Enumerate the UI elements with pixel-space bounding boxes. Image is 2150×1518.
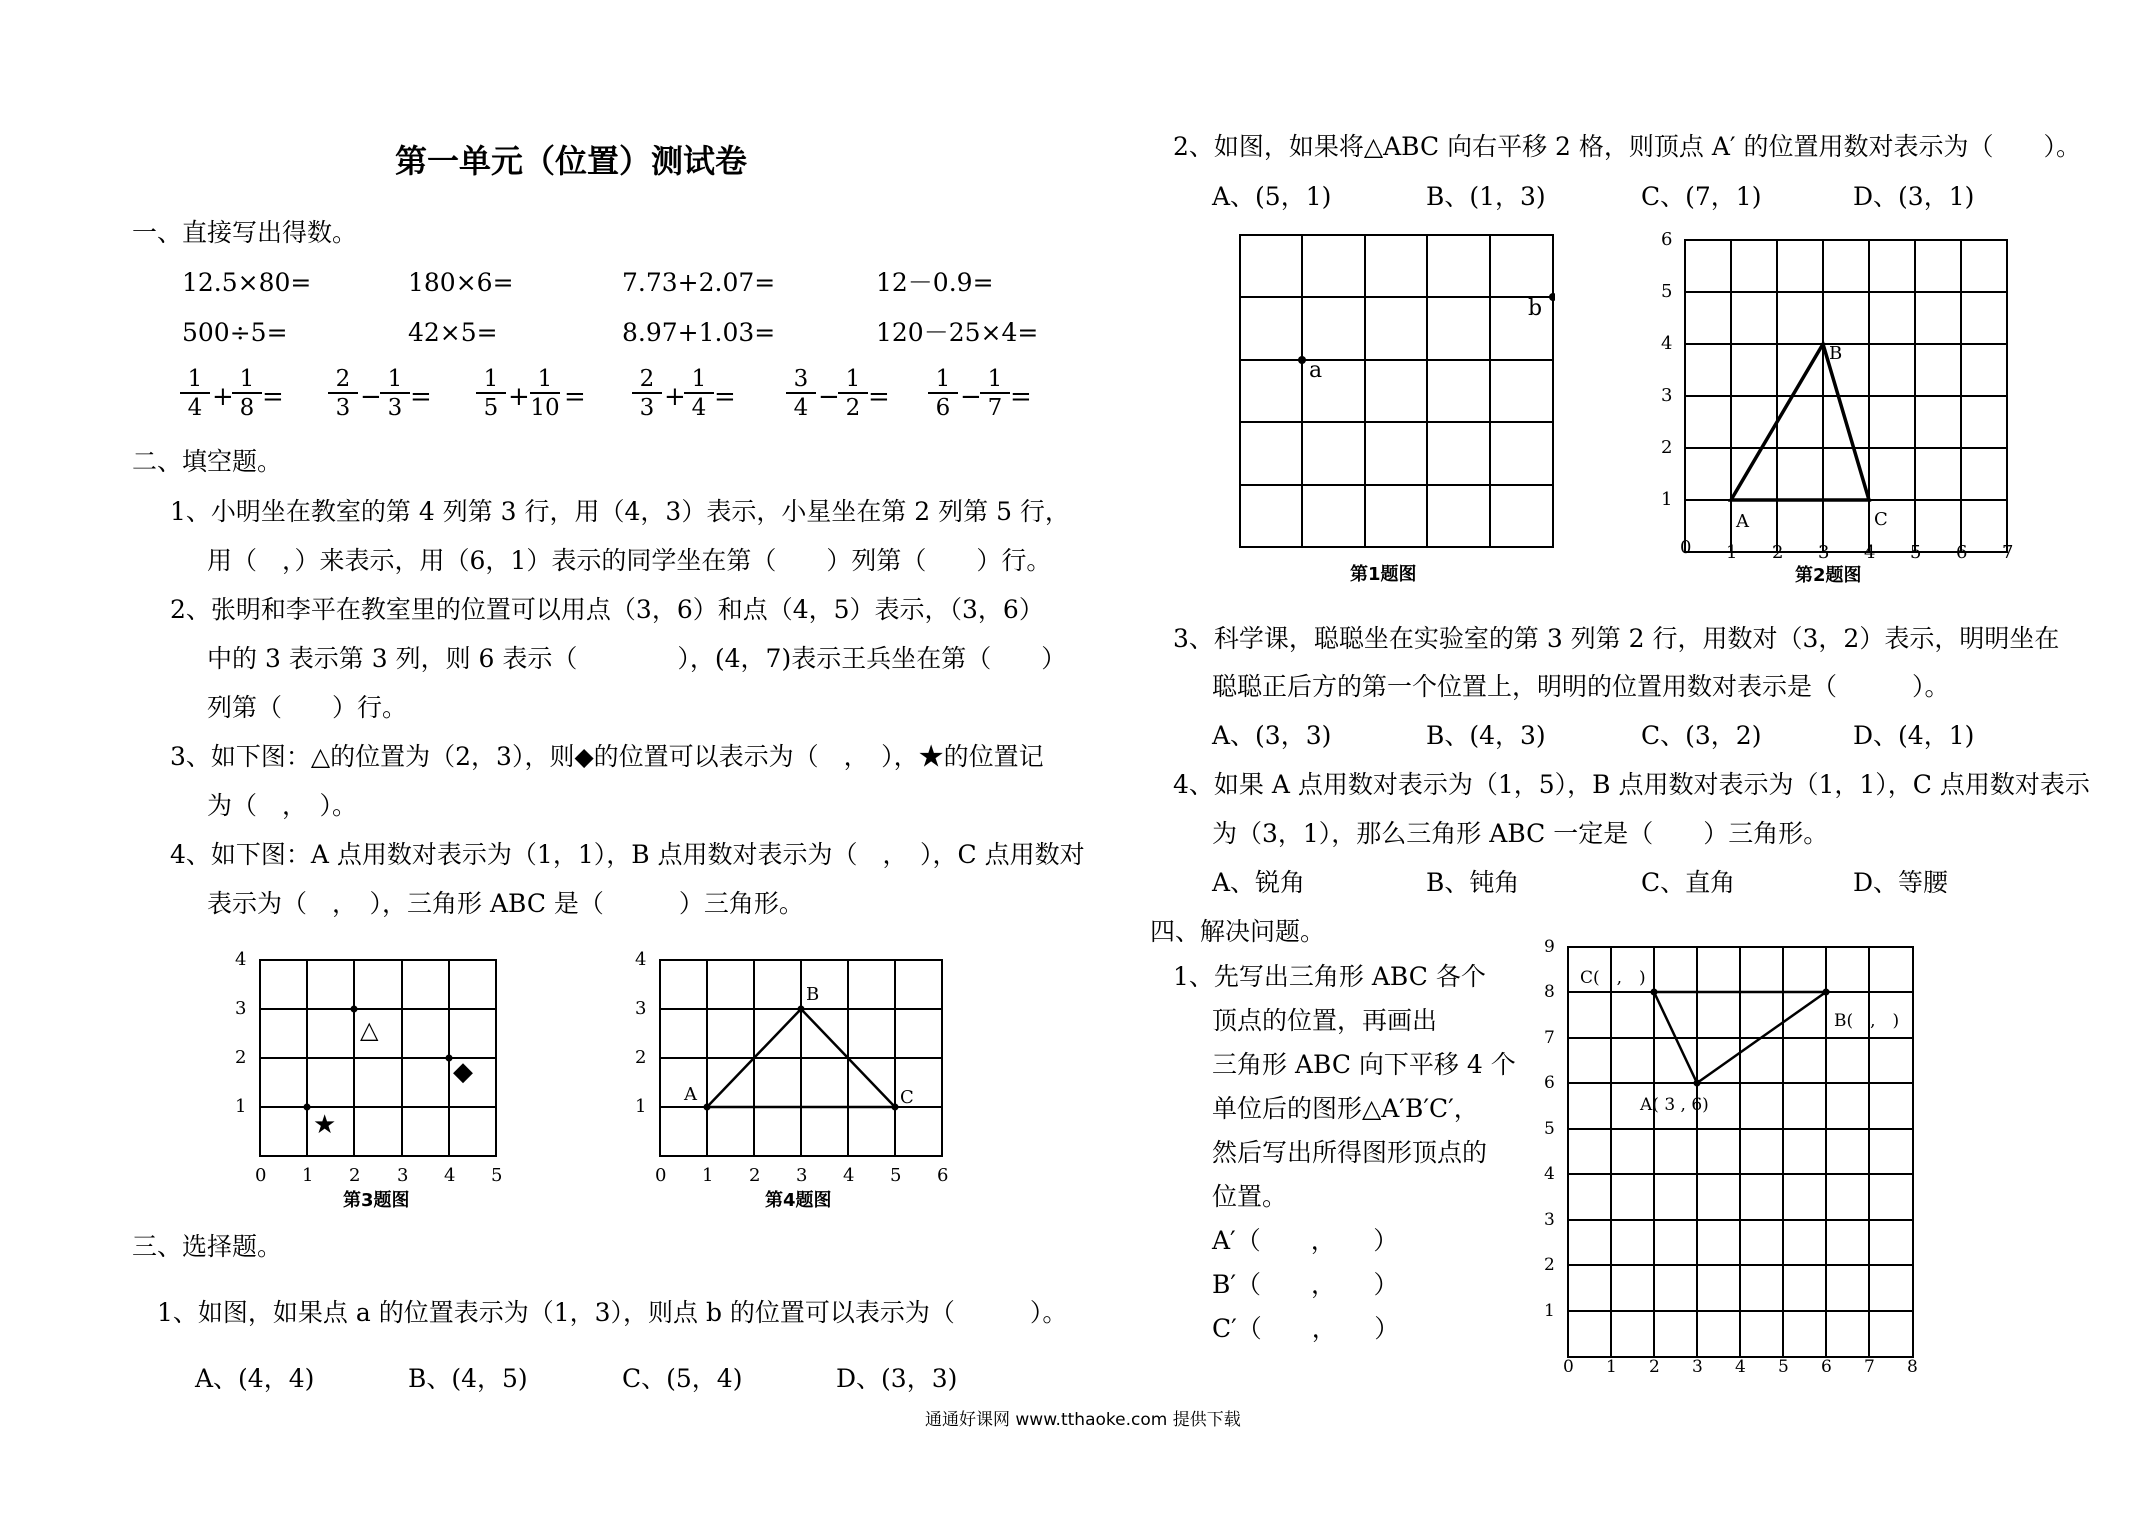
- x-tick: 4: [1735, 1357, 1746, 1375]
- x-tick: 3: [1818, 542, 1830, 563]
- x-tick: 6: [1821, 1357, 1832, 1375]
- figure-caption: 第3题图: [343, 1190, 410, 1211]
- section-4-header: 四、解决问题。: [1150, 917, 1326, 946]
- fraction: $\frac{1}{6}$: [928, 366, 958, 422]
- option-b: B、(4，3): [1426, 721, 1546, 750]
- y-tick: 4: [235, 949, 247, 970]
- x-tick: 3: [796, 1165, 808, 1186]
- y-tick: 3: [1544, 1210, 1555, 1230]
- option-a: A、(5，1): [1212, 182, 1332, 211]
- fraction: $\frac{1}{4}$: [684, 366, 714, 422]
- operator: −: [818, 382, 840, 412]
- equals: =: [1010, 382, 1032, 412]
- x-tick: 5: [890, 1165, 902, 1186]
- answer-c-prime: C′（ ， ）: [1212, 1314, 1400, 1343]
- y-tick: 1: [1544, 1301, 1555, 1321]
- operator: +: [508, 382, 530, 412]
- choice-question-1: 1、如图，如果点 a 的位置表示为（1，3），则点 b 的位置可以表示为（ ）。: [157, 1298, 1068, 1327]
- question-line: 3、科学课，聪聪坐在实验室的第 3 列第 2 行，用数对（3，2）表示，明明坐在: [1173, 624, 2060, 653]
- arithmetic-item: 7.73+2.07=: [622, 268, 776, 297]
- x-tick: 2: [749, 1165, 761, 1186]
- equals: =: [564, 382, 586, 412]
- option-a: A、(4，4): [195, 1364, 315, 1393]
- point-label-c: C: [1874, 509, 1888, 530]
- figure-3-grid: [225, 945, 525, 1215]
- figure-caption: 第1题图: [1350, 564, 1417, 585]
- x-tick: 4: [444, 1165, 456, 1186]
- point-label-a: A: [684, 1084, 697, 1105]
- triangle-abc: [1731, 344, 1869, 500]
- y-tick: 2: [235, 1047, 247, 1068]
- fraction: $\frac{1}{7}$: [980, 366, 1010, 422]
- y-tick: 8: [1544, 982, 1555, 1002]
- fraction: $\frac{1}{4}$: [180, 366, 210, 422]
- x-tick: 7: [2002, 542, 2014, 563]
- x-tick: 6: [1956, 542, 1968, 563]
- option-a: A、(3，3): [1212, 721, 1332, 750]
- arithmetic-item: 500÷5=: [182, 318, 288, 347]
- arithmetic-item: 42×5=: [408, 318, 498, 347]
- x-tick: 5: [1910, 542, 1922, 563]
- diamond-symbol: ◆: [453, 1057, 473, 1087]
- x-tick: 0: [655, 1165, 667, 1186]
- question-line: 表示为（ ， ），三角形 ABC 是（ ）三角形。: [207, 889, 804, 918]
- grid-point: [446, 1055, 453, 1062]
- arithmetic-item: 12.5×80=: [182, 268, 312, 297]
- option-c: C、(3，2): [1641, 721, 1762, 750]
- section-2-header: 二、填空题。: [132, 447, 283, 476]
- section-1-header: 一、直接写出得数。: [132, 218, 358, 247]
- equals: =: [714, 382, 736, 412]
- y-tick: 3: [235, 998, 247, 1019]
- question-line: 然后写出所得图形顶点的: [1212, 1138, 1488, 1167]
- equals: =: [262, 382, 284, 412]
- x-tick: 2: [349, 1165, 361, 1186]
- fraction: $\frac{2}{3}$: [328, 366, 358, 422]
- x-tick: 1: [702, 1165, 714, 1186]
- x-tick: 2: [1649, 1357, 1660, 1375]
- fraction: $\frac{3}{4}$: [786, 366, 816, 422]
- question-line: 3、如下图：△的位置为（2，3），则◆的位置可以表示为（ ， ），★的位置记: [170, 742, 1044, 771]
- equals: =: [410, 382, 432, 412]
- y-tick: 2: [635, 1047, 647, 1068]
- option-b: B、(1，3): [1426, 182, 1546, 211]
- question-line: 为（3，1），那么三角形 ABC 一定是（ ）三角形。: [1212, 819, 1829, 848]
- fraction: $\frac{1}{5}$: [476, 366, 506, 422]
- question-line: 位置。: [1212, 1182, 1288, 1211]
- y-tick: 3: [635, 998, 647, 1019]
- choice-question-2: 2、如图，如果将△ABC 向右平移 2 格，则顶点 A′ 的位置用数对表示为（ ）。: [1173, 132, 2082, 161]
- y-tick: 5: [1544, 1119, 1555, 1139]
- fraction: $\frac{2}{3}$: [632, 366, 662, 422]
- x-tick: 0: [255, 1165, 267, 1186]
- fraction: $\frac{1}{10}$: [530, 366, 560, 421]
- figure-5-grid: [1530, 935, 1940, 1375]
- section-3-header: 三、选择题。: [132, 1232, 283, 1261]
- x-tick: 1: [1726, 542, 1738, 563]
- question-line: 单位后的图形△A′B′C′，: [1212, 1094, 1479, 1123]
- fraction: $\frac{1}{8}$: [232, 366, 262, 422]
- x-tick: 5: [491, 1165, 503, 1186]
- x-tick: 8: [1907, 1357, 1918, 1375]
- operator: +: [212, 382, 234, 412]
- arithmetic-item: 8.97+1.03=: [622, 318, 776, 347]
- arithmetic-item: 120－25×4=: [876, 318, 1039, 347]
- point-a: [1298, 356, 1306, 364]
- grid-point: [304, 1104, 311, 1111]
- option-d: D、(3，3): [836, 1364, 958, 1393]
- y-tick: 6: [1544, 1073, 1555, 1093]
- y-tick: 2: [1661, 437, 1673, 458]
- arithmetic-item: 180×6=: [408, 268, 514, 297]
- y-tick: 5: [1661, 281, 1673, 302]
- question-line: 中的 3 表示第 3 列，则 6 表示（ ），(4，7)表示王兵坐在第（ ）: [207, 644, 1067, 673]
- y-tick: 2: [1544, 1255, 1555, 1275]
- page-title: 第一单元（位置）测试卷: [395, 142, 748, 180]
- question-line: 2、张明和李平在教室里的位置可以用点（3，6）和点（4，5）表示，（3，6）: [170, 595, 1044, 624]
- option-c: C、(7，1): [1641, 182, 1762, 211]
- option-c: C、直角: [1641, 868, 1736, 897]
- x-tick: 6: [937, 1165, 949, 1186]
- point-label-c: C: [900, 1087, 914, 1108]
- question-line: 为（ ， ）。: [207, 791, 358, 820]
- y-tick: 1: [1661, 489, 1673, 510]
- x-tick: 5: [1778, 1357, 1789, 1375]
- operator: −: [360, 382, 382, 412]
- x-tick: 0: [1563, 1357, 1574, 1375]
- question-line: 1、先写出三角形 ABC 各个: [1173, 962, 1486, 991]
- answer-a-prime: A′（ ， ）: [1212, 1226, 1399, 1255]
- question-line: 用（ ，）来表示，用（6，1）表示的同学坐在第（ ）列第（ ）行。: [207, 546, 1052, 575]
- x-tick: 3: [397, 1165, 409, 1186]
- point-label-a: a: [1309, 358, 1323, 383]
- figure-4-grid: [610, 945, 950, 1215]
- question-line: 4、如下图：A 点用数对表示为（1，1），B 点用数对表示为（ ， ），C 点用数对: [170, 840, 1085, 869]
- question-line: 1、小明坐在教室的第 4 列第 3 行，用（4，3）表示，小星坐在第 2 列第 5 行，: [170, 497, 1070, 526]
- x-tick: 0: [1680, 537, 1692, 558]
- operator: +: [664, 382, 686, 412]
- arithmetic-item: 12－0.9=: [876, 268, 994, 297]
- x-tick: 2: [1772, 542, 1784, 563]
- y-tick: 7: [1544, 1028, 1555, 1048]
- y-tick: 1: [635, 1096, 647, 1117]
- figure-2-grid: [1645, 225, 2025, 595]
- question-line: 顶点的位置，再画出: [1212, 1006, 1438, 1035]
- y-tick: 9: [1544, 937, 1555, 957]
- x-tick: 4: [1864, 542, 1876, 563]
- grid-point: [351, 1006, 358, 1013]
- point-label-a: A( 3 , 6): [1640, 1095, 1709, 1115]
- triangle-symbol: △: [360, 1016, 379, 1044]
- point-label-b: B( , ): [1834, 1011, 1900, 1031]
- option-d: D、等腰: [1853, 868, 1949, 897]
- x-tick: 3: [1692, 1357, 1703, 1375]
- option-b: B、钝角: [1426, 868, 1520, 897]
- x-tick: 1: [302, 1165, 314, 1186]
- fraction: $\frac{1}{3}$: [380, 366, 410, 422]
- operator: −: [960, 382, 982, 412]
- option-b: B、(4，5): [408, 1364, 528, 1393]
- y-tick: 4: [1544, 1164, 1555, 1184]
- point-label-b: B: [806, 984, 820, 1005]
- question-line: 聪聪正后方的第一个位置上，明明的位置用数对表示是（ ）。: [1212, 672, 1950, 701]
- y-tick: 4: [635, 949, 647, 970]
- question-line: 列第（ ）行。: [207, 693, 408, 722]
- question-line: 4、如果 A 点用数对表示为（1，5），B 点用数对表示为（1，1），C 点用数对表示: [1173, 770, 2090, 799]
- x-tick: 4: [843, 1165, 855, 1186]
- option-d: D、(4，1): [1853, 721, 1975, 750]
- option-c: C、(5，4): [622, 1364, 743, 1393]
- option-a: A、锐角: [1212, 868, 1306, 897]
- equals: =: [868, 382, 890, 412]
- x-tick: 7: [1864, 1357, 1875, 1375]
- y-tick: 4: [1661, 333, 1673, 354]
- figure-caption: 第2题图: [1795, 565, 1862, 586]
- point-label-b: b: [1528, 296, 1543, 321]
- figure-caption: 第4题图: [765, 1190, 832, 1211]
- x-tick: 1: [1606, 1357, 1617, 1375]
- answer-b-prime: B′（ ， ）: [1212, 1270, 1399, 1299]
- star-symbol: ★: [313, 1110, 337, 1140]
- point-label-a: A: [1736, 511, 1749, 532]
- point-label-c: C( , ): [1580, 968, 1646, 988]
- point-b: [1549, 293, 1555, 301]
- fraction: $\frac{1}{2}$: [838, 366, 868, 422]
- point-label-b: B: [1829, 343, 1843, 364]
- y-tick: 6: [1661, 229, 1673, 250]
- option-d: D、(3，1): [1853, 182, 1975, 211]
- y-tick: 3: [1661, 385, 1673, 406]
- question-line: 三角形 ABC 向下平移 4 个: [1212, 1050, 1516, 1079]
- footer-credit: 通通好课网 www.tthaoke.com 提供下载: [925, 1410, 1241, 1430]
- y-tick: 1: [235, 1096, 247, 1117]
- figure-1-grid: [1235, 230, 1555, 600]
